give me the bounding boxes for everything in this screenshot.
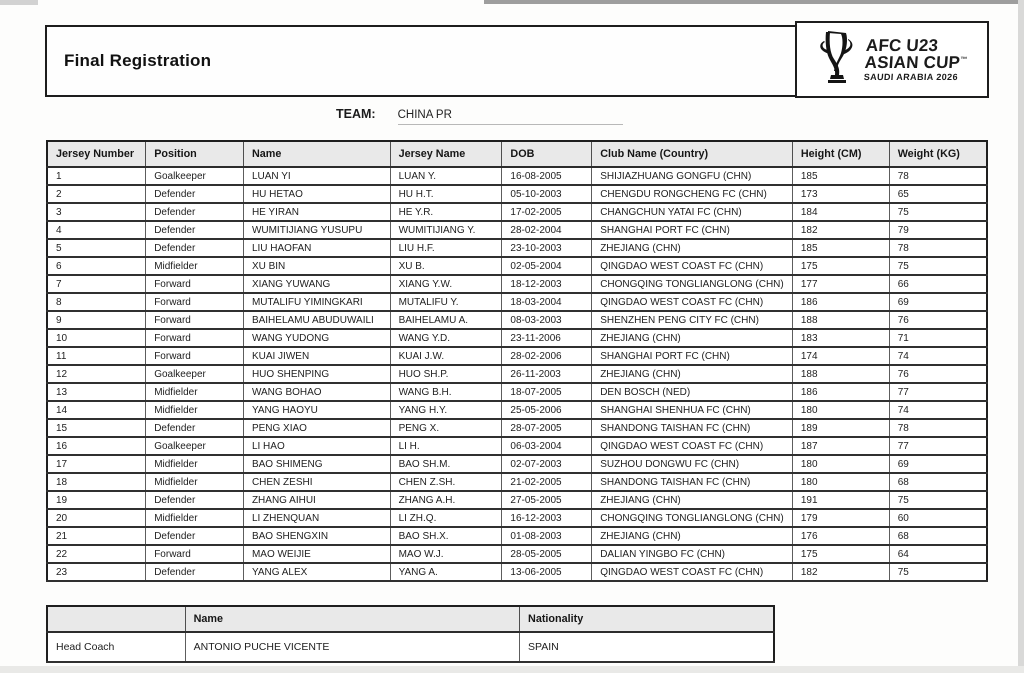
table-cell: WANG YUDONG <box>243 329 390 347</box>
table-cell: 17-02-2005 <box>502 203 592 221</box>
team-label: TEAM: <box>336 107 376 121</box>
table-row <box>47 275 987 293</box>
table-cell: 16-08-2005 <box>502 167 592 185</box>
logo-line-1: AFC U23 <box>865 36 940 55</box>
table-cell: 8 <box>47 293 146 311</box>
table-cell: 69 <box>889 293 987 311</box>
table-cell: 76 <box>889 311 987 329</box>
table-cell: 182 <box>792 563 889 581</box>
table-cell: 78 <box>889 419 987 437</box>
table-cell: 02-07-2003 <box>502 455 592 473</box>
table-cell: 1 <box>47 167 146 185</box>
table-cell: BAIHELAMU ABUDUWAILI <box>243 311 390 329</box>
table-cell: BAO SH.X. <box>390 527 502 545</box>
table-row <box>47 239 987 257</box>
table-cell: 28-07-2005 <box>502 419 592 437</box>
table-cell: Defender <box>146 563 244 581</box>
table-cell: ZHEJIANG (CHN) <box>592 491 793 509</box>
table-cell: 16 <box>47 437 146 455</box>
table-cell: 21-02-2005 <box>502 473 592 491</box>
table-cell: Goalkeeper <box>146 167 244 185</box>
table-cell: 188 <box>792 311 889 329</box>
table-cell: 179 <box>792 509 889 527</box>
table-cell: Forward <box>146 293 244 311</box>
table-cell: LI HAO <box>243 437 390 455</box>
table-cell: 60 <box>889 509 987 527</box>
table-cell: SUZHOU DONGWU FC (CHN) <box>592 455 793 473</box>
table-row <box>47 455 987 473</box>
scan-artifact-left-bar <box>0 0 38 5</box>
table-cell: Midfielder <box>146 509 244 527</box>
table-cell: MAO WEIJIE <box>243 545 390 563</box>
table-cell: 188 <box>792 365 889 383</box>
table-cell: 08-03-2003 <box>502 311 592 329</box>
table-cell: 01-08-2003 <box>502 527 592 545</box>
table-row <box>47 509 987 527</box>
table-cell: 182 <box>792 221 889 239</box>
page-title: Final Registration <box>64 51 212 70</box>
table-cell: HUO SHENPING <box>243 365 390 383</box>
table-row <box>47 527 987 545</box>
table-cell: CHONGQING TONGLIANGLONG (CHN) <box>592 509 793 527</box>
table-cell: WUMITIJIANG YUSUPU <box>243 221 390 239</box>
table-cell: 06-03-2004 <box>502 437 592 455</box>
table-cell: 13-06-2005 <box>502 563 592 581</box>
table-cell: 18-03-2004 <box>502 293 592 311</box>
table-cell: PENG X. <box>390 419 502 437</box>
table-cell: 14 <box>47 401 146 419</box>
table-cell: Defender <box>146 527 244 545</box>
table-cell: 28-02-2006 <box>502 347 592 365</box>
table-cell: HE Y.R. <box>390 203 502 221</box>
table-cell: 19 <box>47 491 146 509</box>
table-cell: CHONGQING TONGLIANGLONG (CHN) <box>592 275 793 293</box>
table-cell: YANG HAOYU <box>243 401 390 419</box>
table-cell: 23-11-2006 <box>502 329 592 347</box>
table-cell: SPAIN <box>520 632 774 662</box>
table-row <box>47 632 774 662</box>
table-cell: Forward <box>146 545 244 563</box>
table-cell: ZHANG AIHUI <box>243 491 390 509</box>
table-cell: 18 <box>47 473 146 491</box>
column-header: Club Name (Country) <box>592 141 793 167</box>
table-cell: Defender <box>146 491 244 509</box>
table-cell: 7 <box>47 275 146 293</box>
table-cell: WUMITIJIANG Y. <box>390 221 502 239</box>
table-cell: 75 <box>889 203 987 221</box>
table-cell: 27-05-2005 <box>502 491 592 509</box>
team-line <box>336 107 623 125</box>
table-row <box>47 167 987 185</box>
table-cell: 174 <box>792 347 889 365</box>
table-cell: 11 <box>47 347 146 365</box>
table-row <box>47 383 987 401</box>
table-cell: Midfielder <box>146 455 244 473</box>
table-cell: 68 <box>889 527 987 545</box>
trophy-icon <box>816 29 858 90</box>
table-cell: XU B. <box>390 257 502 275</box>
table-row <box>47 311 987 329</box>
table-row <box>47 221 987 239</box>
table-cell: CHEN ZESHI <box>243 473 390 491</box>
table-cell: 26-11-2003 <box>502 365 592 383</box>
table-cell: ZHEJIANG (CHN) <box>592 239 793 257</box>
table-cell: 23-10-2003 <box>502 239 592 257</box>
column-header: DOB <box>502 141 592 167</box>
table-cell: Defender <box>146 239 244 257</box>
table-cell: 68 <box>889 473 987 491</box>
table-cell: 184 <box>792 203 889 221</box>
table-cell: Head Coach <box>47 632 185 662</box>
table-row <box>47 491 987 509</box>
table-cell: 180 <box>792 401 889 419</box>
column-header: Position <box>146 141 244 167</box>
table-cell: SHANGHAI SHENHUA FC (CHN) <box>592 401 793 419</box>
table-cell: 17 <box>47 455 146 473</box>
table-cell: HE YIRAN <box>243 203 390 221</box>
logo-line-3: SAUDI ARABIA 2026 <box>863 72 959 82</box>
table-cell: Forward <box>146 275 244 293</box>
players-table <box>46 140 988 582</box>
table-cell: 66 <box>889 275 987 293</box>
table-cell: Midfielder <box>146 401 244 419</box>
table-cell: MUTALIFU YIMINGKARI <box>243 293 390 311</box>
table-cell: SHANGHAI PORT FC (CHN) <box>592 347 793 365</box>
table-row <box>47 257 987 275</box>
table-cell: QINGDAO WEST COAST FC (CHN) <box>592 257 793 275</box>
table-cell: 76 <box>889 365 987 383</box>
table-cell: 65 <box>889 185 987 203</box>
table-cell: HU H.T. <box>390 185 502 203</box>
table-cell: 71 <box>889 329 987 347</box>
table-cell: YANG ALEX <box>243 563 390 581</box>
table-cell: ZHEJIANG (CHN) <box>592 329 793 347</box>
column-header <box>47 606 185 632</box>
table-cell: 183 <box>792 329 889 347</box>
table-cell: 28-05-2005 <box>502 545 592 563</box>
table-cell: 74 <box>889 347 987 365</box>
staff-table <box>46 605 775 663</box>
table-cell: 18-12-2003 <box>502 275 592 293</box>
column-header: Height (CM) <box>792 141 889 167</box>
table-cell: ZHEJIANG (CHN) <box>592 365 793 383</box>
table-row <box>47 365 987 383</box>
table-cell: Forward <box>146 347 244 365</box>
table-cell: SHIJIAZHUANG GONGFU (CHN) <box>592 167 793 185</box>
table-cell: XU BIN <box>243 257 390 275</box>
table-cell: 6 <box>47 257 146 275</box>
table-cell: 187 <box>792 437 889 455</box>
table-cell: LI ZH.Q. <box>390 509 502 527</box>
table-cell: BAO SH.M. <box>390 455 502 473</box>
table-cell: 186 <box>792 383 889 401</box>
table-cell: 185 <box>792 167 889 185</box>
table-cell: 22 <box>47 545 146 563</box>
column-header: Jersey Name <box>390 141 502 167</box>
scan-artifact-bottom-strip <box>0 666 1024 673</box>
table-cell: KUAI J.W. <box>390 347 502 365</box>
table-cell: LI H. <box>390 437 502 455</box>
table-cell: 78 <box>889 167 987 185</box>
table-cell: YANG A. <box>390 563 502 581</box>
table-cell: 75 <box>889 491 987 509</box>
table-row <box>47 401 987 419</box>
column-header: Name <box>185 606 519 632</box>
table-row <box>47 437 987 455</box>
table-cell: 74 <box>889 401 987 419</box>
tournament-logo <box>795 21 989 98</box>
table-cell: 75 <box>889 257 987 275</box>
table-cell: 10 <box>47 329 146 347</box>
table-cell: 77 <box>889 383 987 401</box>
team-value: CHINA PR <box>398 109 623 125</box>
table-cell: Goalkeeper <box>146 437 244 455</box>
table-cell: BAO SHENGXIN <box>243 527 390 545</box>
players-table-body <box>47 167 987 581</box>
table-cell: WANG Y.D. <box>390 329 502 347</box>
table-cell: PENG XIAO <box>243 419 390 437</box>
table-cell: 180 <box>792 455 889 473</box>
table-cell: 176 <box>792 527 889 545</box>
column-header: Nationality <box>520 606 774 632</box>
table-cell: LIU H.F. <box>390 239 502 257</box>
table-cell: 64 <box>889 545 987 563</box>
table-cell: 18-07-2005 <box>502 383 592 401</box>
table-cell: XIANG YUWANG <box>243 275 390 293</box>
table-cell: XIANG Y.W. <box>390 275 502 293</box>
table-cell: DEN BOSCH (NED) <box>592 383 793 401</box>
table-cell: 69 <box>889 455 987 473</box>
logo-text <box>864 37 970 82</box>
table-cell: KUAI JIWEN <box>243 347 390 365</box>
table-cell: WANG B.H. <box>390 383 502 401</box>
logo-line-2: ASIAN CUP™ <box>864 53 968 72</box>
table-cell: SHENZHEN PENG CITY FC (CHN) <box>592 311 793 329</box>
table-row <box>47 545 987 563</box>
table-cell: HUO SH.P. <box>390 365 502 383</box>
table-cell: 28-02-2004 <box>502 221 592 239</box>
table-cell: 186 <box>792 293 889 311</box>
table-cell: 9 <box>47 311 146 329</box>
table-cell: LUAN Y. <box>390 167 502 185</box>
table-cell: QINGDAO WEST COAST FC (CHN) <box>592 437 793 455</box>
table-cell: 15 <box>47 419 146 437</box>
table-cell: 75 <box>889 563 987 581</box>
table-cell: 20 <box>47 509 146 527</box>
table-cell: Midfielder <box>146 257 244 275</box>
table-cell: SHANDONG TAISHAN FC (CHN) <box>592 473 793 491</box>
table-cell: BAIHELAMU A. <box>390 311 502 329</box>
table-cell: Forward <box>146 311 244 329</box>
table-cell: CHANGCHUN YATAI FC (CHN) <box>592 203 793 221</box>
table-cell: YANG H.Y. <box>390 401 502 419</box>
table-cell: 173 <box>792 185 889 203</box>
table-cell: Goalkeeper <box>146 365 244 383</box>
table-row <box>47 203 987 221</box>
players-table-header-row <box>47 141 987 167</box>
table-cell: 177 <box>792 275 889 293</box>
table-cell: SHANDONG TAISHAN FC (CHN) <box>592 419 793 437</box>
table-cell: 02-05-2004 <box>502 257 592 275</box>
table-cell: SHANGHAI PORT FC (CHN) <box>592 221 793 239</box>
table-cell: LIU HAOFAN <box>243 239 390 257</box>
table-cell: 79 <box>889 221 987 239</box>
table-cell: 175 <box>792 257 889 275</box>
scan-artifact-top-bar <box>484 0 1024 4</box>
table-cell: 25-05-2006 <box>502 401 592 419</box>
table-cell: 21 <box>47 527 146 545</box>
table-cell: Midfielder <box>146 473 244 491</box>
table-row <box>47 185 987 203</box>
staff-table-body <box>47 632 774 662</box>
table-row <box>47 347 987 365</box>
table-cell: BAO SHIMENG <box>243 455 390 473</box>
table-cell: ZHANG A.H. <box>390 491 502 509</box>
table-cell: 77 <box>889 437 987 455</box>
table-cell: ZHEJIANG (CHN) <box>592 527 793 545</box>
table-cell: WANG BOHAO <box>243 383 390 401</box>
table-cell: CHENGDU RONGCHENG FC (CHN) <box>592 185 793 203</box>
table-cell: DALIAN YINGBO FC (CHN) <box>592 545 793 563</box>
table-cell: 13 <box>47 383 146 401</box>
table-cell: 180 <box>792 473 889 491</box>
table-cell: 5 <box>47 239 146 257</box>
table-cell: QINGDAO WEST COAST FC (CHN) <box>592 563 793 581</box>
table-cell: Defender <box>146 203 244 221</box>
table-cell: Forward <box>146 329 244 347</box>
table-row <box>47 293 987 311</box>
table-cell: 191 <box>792 491 889 509</box>
table-cell: MUTALIFU Y. <box>390 293 502 311</box>
table-cell: 16-12-2003 <box>502 509 592 527</box>
table-cell: HU HETAO <box>243 185 390 203</box>
staff-table-header-row <box>47 606 774 632</box>
table-row <box>47 329 987 347</box>
table-cell: Defender <box>146 419 244 437</box>
table-cell: 2 <box>47 185 146 203</box>
table-cell: CHEN Z.SH. <box>390 473 502 491</box>
table-cell: 05-10-2003 <box>502 185 592 203</box>
scan-artifact-right-strip <box>1018 0 1024 673</box>
column-header: Name <box>243 141 390 167</box>
table-cell: QINGDAO WEST COAST FC (CHN) <box>592 293 793 311</box>
table-cell: 12 <box>47 365 146 383</box>
table-cell: Defender <box>146 185 244 203</box>
column-header: Jersey Number <box>47 141 146 167</box>
column-header: Weight (KG) <box>889 141 987 167</box>
table-row <box>47 473 987 491</box>
table-row <box>47 419 987 437</box>
table-cell: MAO W.J. <box>390 545 502 563</box>
table-cell: Midfielder <box>146 383 244 401</box>
table-cell: 23 <box>47 563 146 581</box>
table-cell: 4 <box>47 221 146 239</box>
trademark-symbol: ™ <box>960 56 968 64</box>
table-cell: 3 <box>47 203 146 221</box>
table-row <box>47 563 987 581</box>
table-cell: 185 <box>792 239 889 257</box>
table-cell: 189 <box>792 419 889 437</box>
table-cell: Defender <box>146 221 244 239</box>
table-cell: 78 <box>889 239 987 257</box>
table-cell: 175 <box>792 545 889 563</box>
table-cell: LUAN YI <box>243 167 390 185</box>
table-cell: ANTONIO PUCHE VICENTE <box>185 632 519 662</box>
table-cell: LI ZHENQUAN <box>243 509 390 527</box>
